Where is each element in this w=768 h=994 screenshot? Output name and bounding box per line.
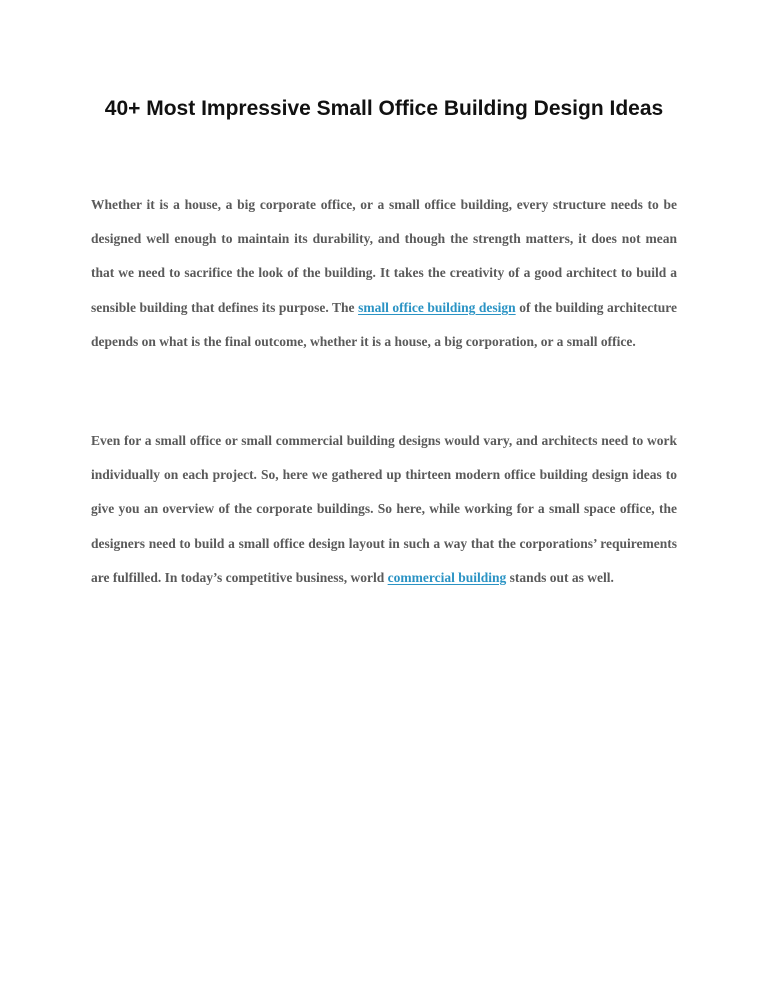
- paragraph-commercial-text-start: Even for a small office or small commercial building designs would vary, and architects need to work individually on each project. So, here we gathered up thirteen modern office building design ideas to give you an overview of the corporate buildings. So here, while working for a small space office, the designers need to build a small office design layout in such a way that the corporations’ requirements are fulfilled. In today’s competitive business, world: [91, 433, 677, 585]
- paragraph-intro-text-end: of the building architecture depends on what is the final outcome, whether it is a house, a big corporation, or a small office.: [91, 299, 677, 349]
- paragraph-intro-text-start: Whether it is a house, a big corporate office, or a small office building, every structure needs to be designed well enough to maintain its durability, and though the strength matters, it does not mean that we need to sacrifice the look of the building. It takes the creativity of a good architect to build a sensible building that defines its purpose. The: [91, 197, 677, 315]
- paragraph-commercial-text-end: stands out as well.: [506, 569, 614, 585]
- paragraph-intro: [91, 188, 677, 359]
- paragraph-commercial: [91, 424, 677, 595]
- small-office-building-design-link[interactable]: small office building design: [358, 299, 516, 315]
- commercial-building-link[interactable]: commercial building: [387, 569, 507, 585]
- page-title: 40+ Most Impressive Small Office Building Design Ideas: [104, 97, 664, 120]
